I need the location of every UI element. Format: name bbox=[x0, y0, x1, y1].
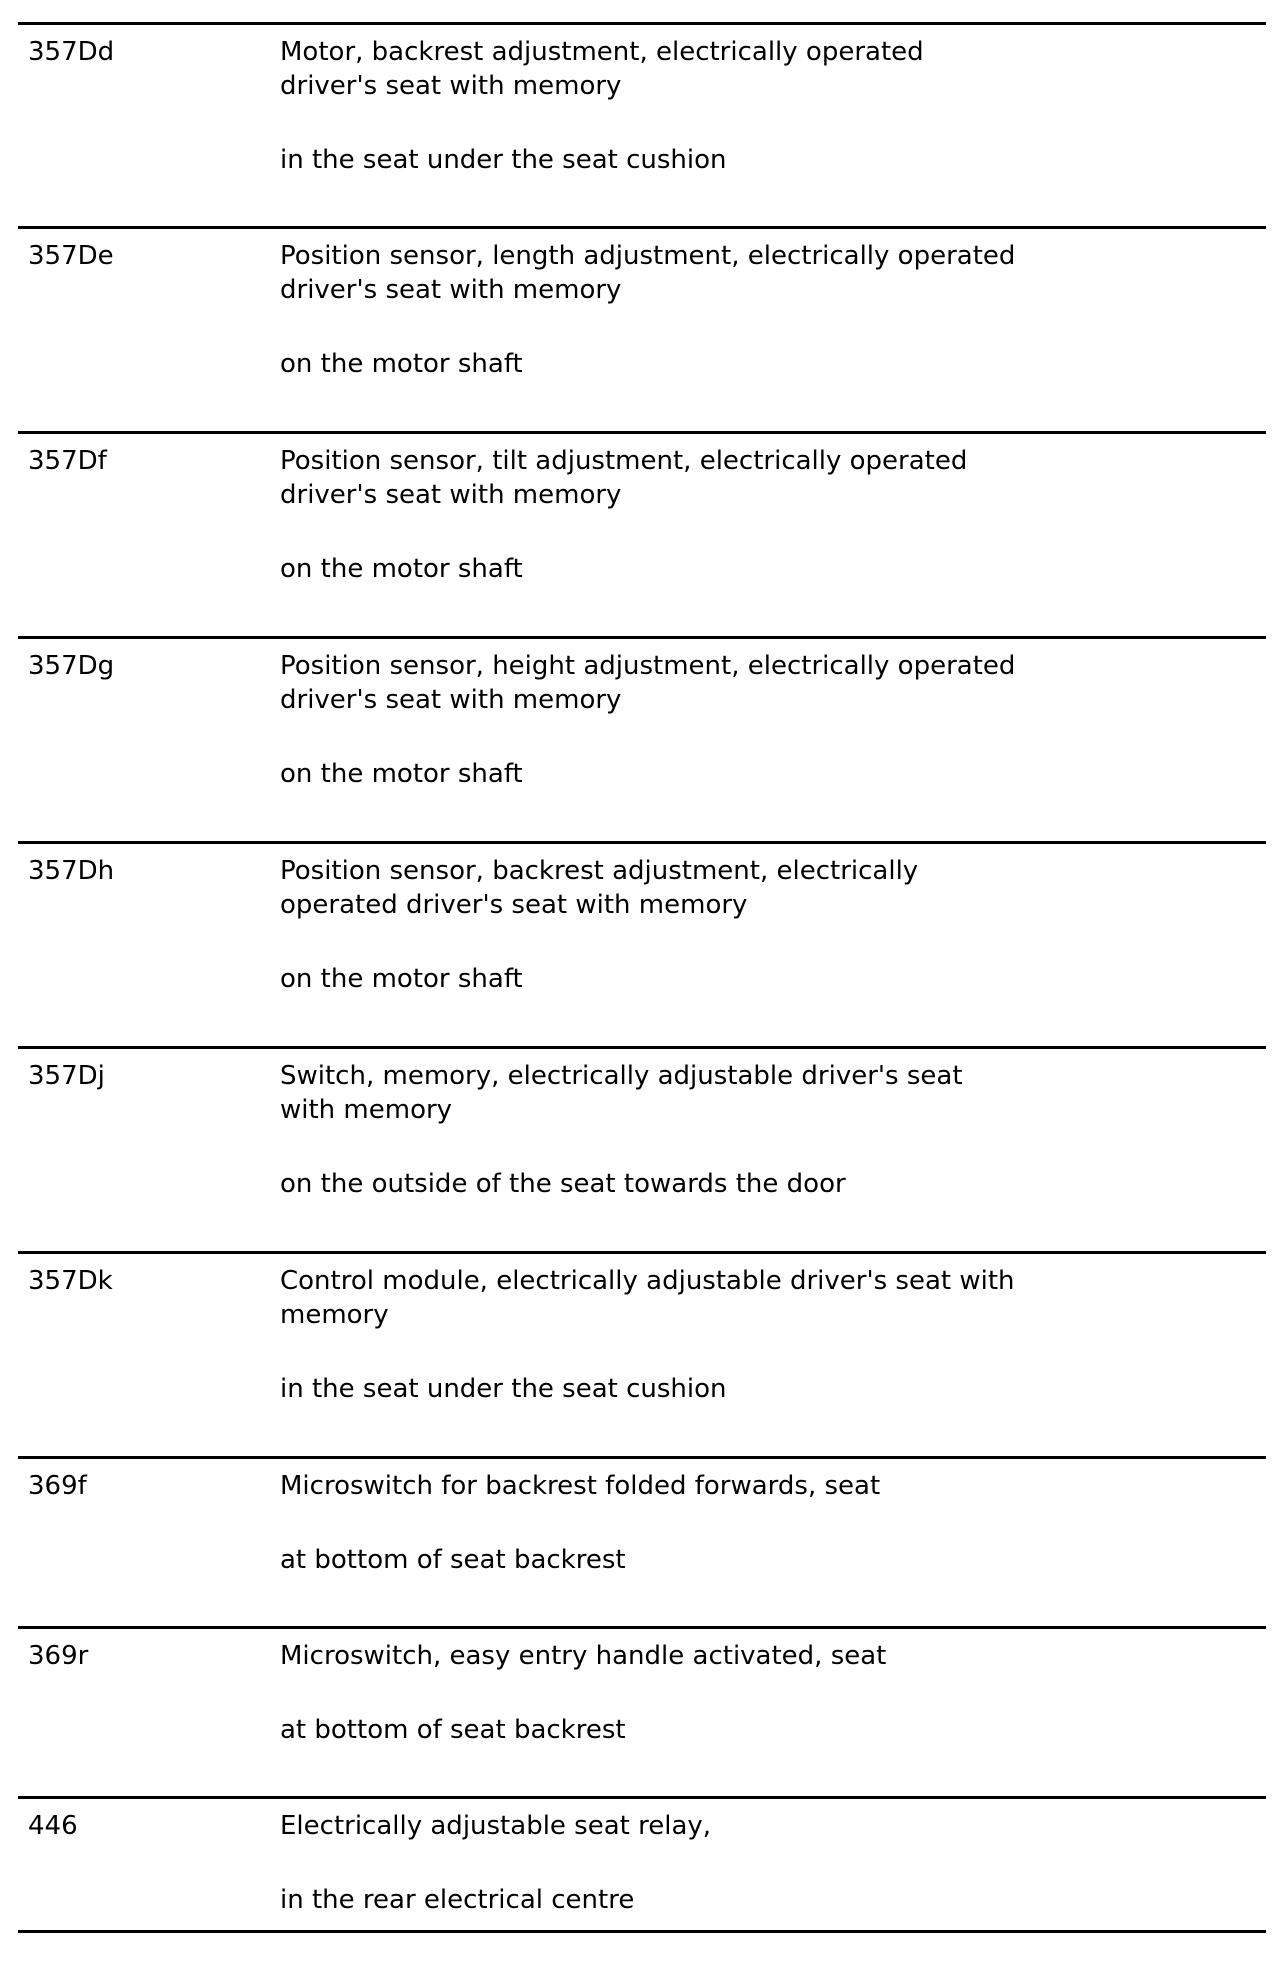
component-description bbox=[280, 444, 1180, 586]
table-row bbox=[18, 1459, 1266, 1629]
component-title: Motor, backrest adjustment, electrically operated driver's seat with memory bbox=[280, 37, 924, 101]
component-title: Position sensor, tilt adjustment, electrically operated driver's seat with memory bbox=[280, 446, 968, 510]
table-row bbox=[18, 1049, 1266, 1254]
component-code: 357Dg bbox=[28, 651, 115, 681]
component-location: on the motor shaft bbox=[280, 964, 523, 994]
component-title: Control module, electrically adjustable driver's seat with memory bbox=[280, 1266, 1015, 1330]
component-location: at bottom of seat backrest bbox=[280, 1715, 626, 1745]
component-title: Microswitch, easy entry handle activated, seat bbox=[280, 1641, 887, 1671]
component-title: Electrically adjustable seat relay, bbox=[280, 1811, 712, 1841]
table-row bbox=[18, 1799, 1266, 1933]
component-title: Position sensor, height adjustment, electrically operated driver's seat with memory bbox=[280, 651, 1016, 715]
component-title: Position sensor, length adjustment, electrically operated driver's seat with memory bbox=[280, 241, 1016, 305]
table-row bbox=[18, 639, 1266, 844]
component-description bbox=[280, 239, 1180, 381]
component-location: in the seat under the seat cushion bbox=[280, 1374, 727, 1404]
component-description bbox=[280, 854, 1180, 996]
component-table bbox=[18, 22, 1266, 1933]
table-row bbox=[18, 844, 1266, 1049]
component-location: in the seat under the seat cushion bbox=[280, 145, 727, 175]
component-code: 369r bbox=[28, 1641, 89, 1671]
component-location: on the motor shaft bbox=[280, 349, 523, 379]
component-code: 357Df bbox=[28, 446, 107, 476]
component-description bbox=[280, 649, 1180, 791]
component-location: on the motor shaft bbox=[280, 759, 523, 789]
table-row bbox=[18, 25, 1266, 229]
component-location: in the rear electrical centre bbox=[280, 1885, 635, 1915]
component-code: 369f bbox=[28, 1471, 87, 1501]
component-code: 357Dk bbox=[28, 1266, 113, 1296]
component-location: at bottom of seat backrest bbox=[280, 1545, 626, 1575]
component-location: on the motor shaft bbox=[280, 554, 523, 584]
table-row bbox=[18, 1254, 1266, 1459]
component-description bbox=[280, 1469, 1180, 1577]
component-code: 357Dh bbox=[28, 856, 115, 886]
component-title: Position sensor, backrest adjustment, electrically operated driver's seat with memory bbox=[280, 856, 919, 920]
table-row bbox=[18, 229, 1266, 434]
component-description bbox=[280, 1809, 1180, 1917]
component-code: 446 bbox=[28, 1811, 78, 1841]
component-description bbox=[280, 1264, 1180, 1406]
table-row bbox=[18, 1629, 1266, 1799]
component-description bbox=[280, 1639, 1180, 1747]
component-title: Microswitch for backrest folded forwards, seat bbox=[280, 1471, 881, 1501]
component-title: Switch, memory, electrically adjustable driver's seat with memory bbox=[280, 1061, 963, 1125]
component-description bbox=[280, 35, 1180, 177]
component-location: on the outside of the seat towards the door bbox=[280, 1169, 846, 1199]
component-description bbox=[280, 1059, 1180, 1201]
table-row bbox=[18, 434, 1266, 639]
component-code: 357De bbox=[28, 241, 114, 271]
component-code: 357Dj bbox=[28, 1061, 105, 1091]
component-code: 357Dd bbox=[28, 37, 115, 67]
